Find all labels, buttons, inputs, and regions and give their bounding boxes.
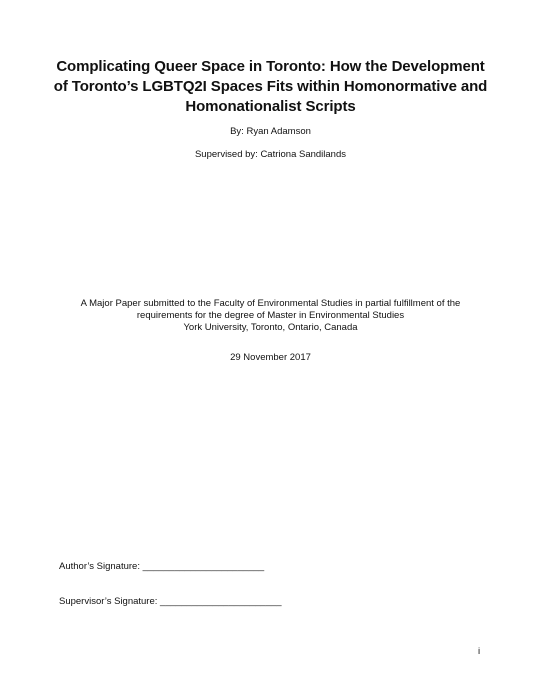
- title-line-1: Complicating Queer Space in Toronto: How the Development: [56, 58, 485, 75]
- statement-line-3: York University, Toronto, Ontario, Canada: [183, 322, 358, 333]
- supervisor-signature-line: Supervisor’s Signature: _______________________: [59, 596, 282, 607]
- submission-date: 29 November 2017: [230, 352, 311, 363]
- paper-title: [40, 57, 501, 117]
- author-byline: By: Ryan Adamson: [230, 126, 311, 137]
- title-line-3: Homonationalist Scripts: [185, 98, 356, 115]
- statement-line-1: A Major Paper submitted to the Faculty of Environmental Studies in partial fulfillment of the: [80, 298, 461, 309]
- page-number: i: [478, 646, 481, 657]
- statement-line-2: requirements for the degree of Master in Environmental Studies: [136, 310, 405, 321]
- title-line-2: of Toronto’s LGBTQ2I Spaces Fits within Homonormative and: [53, 78, 488, 95]
- submission-statement: [0, 298, 541, 334]
- author-signature-line: Author’s Signature: _______________________: [59, 561, 265, 572]
- supervisor-byline: Supervised by: Catriona Sandilands: [194, 149, 347, 160]
